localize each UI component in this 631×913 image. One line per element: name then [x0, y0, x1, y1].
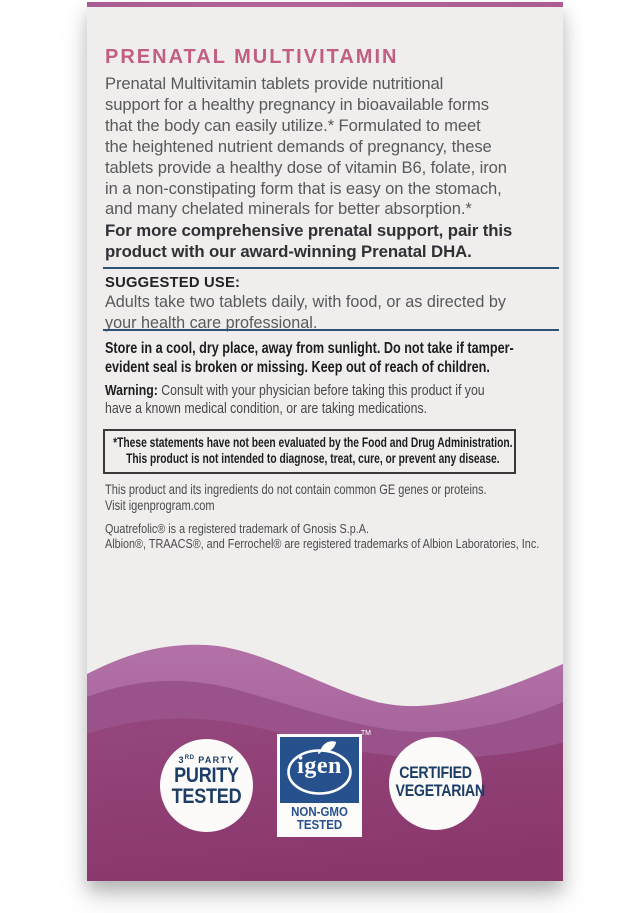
storage-note — [105, 339, 560, 377]
vegetarian-word: VEGETARIAN — [395, 782, 485, 800]
trademark-note — [105, 521, 561, 552]
certified-word: CERTIFIED — [399, 764, 472, 782]
description-line: tablets provide a healthy dose of vitamin B6, folate, iron — [105, 157, 507, 177]
warning-line: have a known medical condition, or are taking medications. — [105, 399, 428, 417]
description-line: and many chelated minerals for better absorption.* — [105, 199, 472, 219]
purity-badge — [160, 739, 253, 832]
ge-statement — [105, 482, 521, 514]
purity-ordinal: 3 — [178, 755, 185, 765]
non-gmo-line: NON-GMO — [291, 805, 348, 819]
purity-party-label: PARTY — [194, 755, 235, 765]
description-line: Prenatal Multivitamin tablets provide nutritional — [105, 74, 444, 93]
igen-wordmark: igen — [297, 753, 342, 779]
fda-line: *These statements have not been evaluated by the Food and Drug Administration. — [113, 435, 513, 450]
package-back-panel — [87, 2, 563, 881]
tested-word: TESTED — [171, 783, 242, 808]
suggested-use-line: Adults take two tablets daily, with food, or as directed by — [105, 293, 506, 311]
ge-line: Visit igenprogram.com — [105, 497, 215, 513]
divider-bottom — [103, 329, 559, 331]
suggested-use-body — [105, 292, 560, 334]
product-title: PRENATAL MULTIVITAMIN — [105, 46, 399, 68]
divider-top — [103, 267, 559, 269]
tested-line: TESTED — [296, 817, 343, 832]
fda-line: This product is not intended to diagnose, treat, cure, or prevent any disease. — [126, 451, 500, 466]
fda-disclaimer-box — [103, 429, 516, 474]
igen-logo — [280, 737, 359, 803]
igen-badge — [277, 730, 371, 837]
description-line: that the body can easily utilize.* Formulated to meet — [105, 115, 481, 135]
brand-top-line — [87, 2, 563, 7]
pairing-note — [105, 220, 560, 262]
ge-line: This product and its ingredients do not contain common GE genes or proteins. — [105, 482, 487, 497]
description-line: support for a healthy pregnancy in bioavailable forms — [105, 94, 489, 114]
pairing-line: For more comprehensive prenatal support, pair this — [105, 221, 513, 240]
non-gmo-label — [283, 803, 356, 834]
vegetarian-badge — [389, 737, 485, 830]
storage-line: evident seal is broken or missing. Keep out of reach of children. — [105, 359, 490, 376]
pairing-line: product with our award-winning Prenatal DHA. — [105, 242, 472, 261]
purity-ordinal-suffix: RD — [184, 755, 195, 761]
warning-line — [105, 382, 556, 400]
suggested-use-line: your health care professional. — [105, 314, 318, 332]
product-description — [105, 74, 560, 220]
trademark-line: Quatrefolic® is a registered trademark of Gnosis S.p.A. — [105, 521, 370, 536]
trademark-symbol: TM — [360, 730, 371, 737]
trademark-line: Albion®, TRAACS®, and Ferrochel® are registered trademarks of Albion Laboratories, Inc. — [105, 536, 540, 552]
description-line: the heightened nutrient demands of pregnancy, these — [105, 136, 492, 156]
description-line: in a non-constipating form that is easy on the stomach, — [105, 178, 502, 198]
warning-text: Consult with your physician before taking this product if you — [157, 382, 485, 399]
warning-label: Warning: — [105, 382, 158, 399]
suggested-use-heading: SUGGESTED USE: — [105, 275, 241, 291]
purity-word: PURITY — [174, 763, 239, 787]
fda-disclaimer-text — [109, 435, 517, 467]
warning-note — [105, 382, 556, 417]
storage-line: Store in a cool, dry place, away from sunlight. Do not take if tamper- — [105, 340, 514, 357]
